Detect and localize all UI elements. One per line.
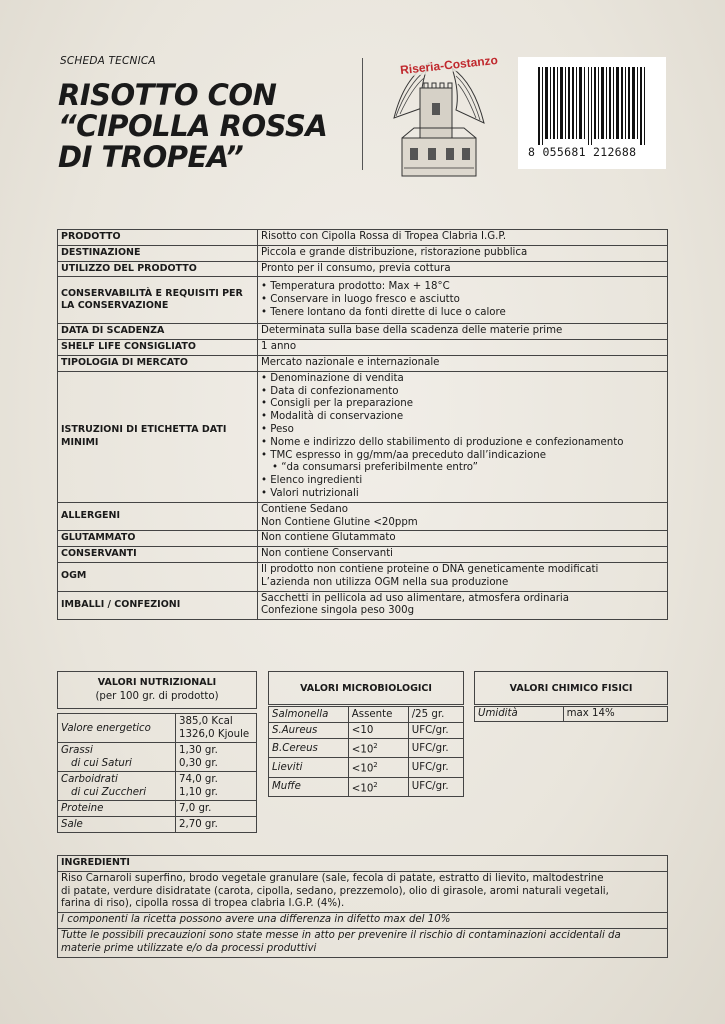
micro-unit: UFC/gr. (408, 777, 463, 796)
row-key: ALLERGENI (58, 502, 258, 531)
brand-name: Riseria-Costanzo (399, 52, 499, 78)
micro-name: Muffe (269, 777, 349, 796)
row-value: Pronto per il consumo, previa cottura (258, 261, 668, 277)
nutrient-value (176, 772, 257, 801)
row-key: SHELF LIFE CONSIGLIATO (58, 340, 258, 356)
micro-value: <10 (348, 723, 408, 739)
product-title (58, 80, 327, 173)
list-item: • Conservare in luogo fresco e asciutto (261, 294, 664, 307)
list-item: • Elenco ingredienti (261, 475, 664, 488)
micro-unit: UFC/gr. (408, 758, 463, 777)
table-row (58, 913, 668, 929)
table-row (269, 777, 464, 796)
value-line: Il prodotto non contiene proteine o DNA geneticamente modificati (261, 563, 599, 575)
value-base: <10 (351, 763, 374, 775)
list-item: • Data di confezionamento (261, 386, 664, 399)
table-row (58, 928, 668, 957)
value-line: 1326,0 Kjoule (179, 729, 250, 740)
table-row (58, 547, 668, 563)
micro-unit: /25 gr. (408, 707, 463, 723)
barcode-number: 8 055681 212688 (528, 145, 637, 159)
nutrition-header (58, 672, 257, 709)
value-line: 1,30 gr. (179, 745, 218, 756)
list-item-continuation: • “da consumarsi preferibilmente entro” (261, 462, 664, 475)
value-line: Non Contiene Glutine <20ppm (261, 516, 418, 528)
chem-header: VALORI CHIMICO FISICI (474, 671, 668, 705)
label-line: di cui Saturi (71, 758, 132, 769)
table-row (58, 245, 668, 261)
chem-name: Umidità (475, 707, 564, 722)
chem-table (474, 706, 668, 722)
table-row (58, 871, 668, 912)
chem-value: max 14% (563, 707, 667, 722)
row-key: DATA DI SCADENZA (58, 324, 258, 340)
nutrient-value: 2,70 gr. (176, 817, 257, 833)
table-row (475, 707, 668, 722)
spec-table (57, 229, 668, 620)
title-line: “CIPOLLA ROSSA (58, 109, 328, 143)
value-line: Contiene Sedano (261, 503, 348, 515)
list-item: • Nome e indirizzo dello stabilimento di produzione e confezionamento (261, 437, 664, 450)
row-key: CONSERVANTI (58, 547, 258, 563)
value-line: Confezione singola peso 300g (261, 605, 415, 617)
row-value: Determinata sulla base della scadenza delle materie prime (258, 324, 668, 340)
row-key: UTILIZZO DEL PRODOTTO (58, 261, 258, 277)
title-line: RISOTTO CON (58, 78, 277, 112)
table-row (58, 856, 668, 872)
table-row (58, 562, 668, 591)
nutrition-table (57, 671, 257, 833)
value-base: <10 (351, 744, 374, 756)
micro-unit: UFC/gr. (408, 723, 463, 739)
row-value (258, 591, 668, 620)
row-key: CONSERVABILITÀ E REQUISITI PER LA CONSERVAZIONE (58, 277, 258, 324)
list-item: • Peso (261, 424, 664, 437)
list-item: • Valori nutrizionali (261, 488, 664, 501)
list-item: • Consigli per la preparazione (261, 398, 664, 411)
row-key: ISTRUZIONI DI ETICHETTA DATI MINIMI (58, 371, 258, 502)
text-line: Tutte le possibili precauzioni sono state messe in atto per prevenire il rischio di contaminazioni accidentali da (61, 929, 621, 941)
value-line: 1,10 gr. (179, 787, 218, 798)
ingredients-note: I componenti la ricetta possono avere una differenza in difetto max del 10% (58, 913, 668, 929)
row-key: OGM (58, 562, 258, 591)
text-line: di patate, verdure disidratate (carota, cipolla, sedano, prezzemolo), olio di girasole, aromi naturali vegetali, (61, 885, 609, 897)
row-value: Risotto con Cipolla Rossa di Tropea Clabria I.G.P. (258, 230, 668, 246)
nutrient-value (176, 743, 257, 772)
value-line: 0,30 gr. (179, 758, 218, 769)
barcode-icon (518, 57, 666, 147)
table-row (58, 340, 668, 356)
value-line: 385,0 Kcal (179, 716, 233, 727)
ingredients-text (58, 871, 668, 912)
row-value (258, 371, 668, 502)
ingredients-title: INGREDIENTI (58, 856, 668, 872)
table-row (58, 324, 668, 340)
row-key: TIPOLOGIA DI MERCATO (58, 355, 258, 371)
value-line: L’azienda non utilizza OGM nella sua produzione (261, 576, 509, 588)
row-key: DESTINAZIONE (58, 245, 258, 261)
micro-value (348, 758, 408, 777)
row-value: Piccola e grande distribuzione, ristorazione pubblica (258, 245, 668, 261)
table-row (269, 739, 464, 758)
row-key: PRODOTTO (58, 230, 258, 246)
text-line: farina di riso), cipolla rossa di tropea clabria I.G.P. (4%). (61, 898, 345, 910)
micro-table (268, 706, 464, 797)
table-row (58, 531, 668, 547)
ingredients-table (57, 855, 668, 958)
value-exponent: 2 (373, 761, 378, 770)
table-row (269, 707, 464, 723)
label-line: Grassi (61, 745, 93, 756)
list-item: • Denominazione di vendita (261, 373, 664, 386)
list-item: • TMC espresso in gg/mm/aa preceduto dall’indicazione (261, 450, 664, 463)
micro-value (348, 777, 408, 796)
table-row (58, 502, 668, 531)
list-item: • Tenere lontano da fonti dirette di luce o calore (261, 307, 664, 320)
value-base: <10 (351, 783, 374, 795)
nutrient-label: Valore energetico (58, 714, 176, 743)
label-line: Carboidrati (61, 774, 118, 785)
label-line: di cui Zuccheri (71, 787, 147, 798)
table-row (58, 817, 257, 833)
table-row (58, 261, 668, 277)
value-line: Sacchetti in pellicola ad uso alimentare, atmosfera ordinaria (261, 592, 569, 604)
title-line: DI TROPEA” (58, 140, 244, 174)
micro-name: S.Aureus (269, 723, 349, 739)
micro-name: Lieviti (269, 758, 349, 777)
nutrition-subtitle: (per 100 gr. di prodotto) (95, 691, 219, 702)
table-row (58, 371, 668, 502)
table-row (58, 714, 257, 743)
micro-name: B.Cereus (269, 739, 349, 758)
micro-unit: UFC/gr. (408, 739, 463, 758)
table-row (269, 758, 464, 777)
value-exponent: 2 (373, 742, 378, 750)
table-row (58, 277, 668, 324)
text-line: Riso Carnaroli superfino, brodo vegetale granulare (sale, fecola di patate, estratto di lievito, maltodestrine (61, 872, 604, 884)
micro-name: Salmonella (269, 707, 349, 723)
nutrient-label (58, 743, 176, 772)
value-line: 74,0 gr. (179, 774, 218, 785)
row-value (258, 277, 668, 324)
nutrient-label: Sale (58, 817, 176, 833)
value-exponent: 2 (373, 780, 378, 789)
nutrient-value (176, 714, 257, 743)
row-value: Non contiene Glutammato (258, 531, 668, 547)
row-value: Non contiene Conservanti (258, 547, 668, 563)
text-line: materie prime utilizzate e/o da processi produttivi (61, 942, 317, 954)
ingredients-note (58, 928, 668, 957)
row-value (258, 502, 668, 531)
row-value: 1 anno (258, 340, 668, 356)
list-item: • Modalità di conservazione (261, 411, 664, 424)
micro-value: Assente (348, 707, 408, 723)
list-item: • Temperatura prodotto: Max + 18°C (261, 281, 664, 294)
barcode (518, 57, 666, 169)
micro-value (348, 739, 408, 758)
table-row (269, 723, 464, 739)
row-key: GLUTAMMATO (58, 531, 258, 547)
nutrition-title: VALORI NUTRIZIONALI (97, 677, 217, 688)
row-key: IMBALLI / CONFEZIONI (58, 591, 258, 620)
table-row (58, 230, 668, 246)
header-divider (362, 58, 363, 170)
table-row (58, 591, 668, 620)
nutrient-label: Proteine (58, 801, 176, 817)
table-row (58, 355, 668, 371)
row-value: Mercato nazionale e internazionale (258, 355, 668, 371)
doc-subtitle: SCHEDA TECNICA (60, 55, 156, 67)
nutrient-label (58, 772, 176, 801)
table-row (58, 772, 257, 801)
table-row (58, 743, 257, 772)
row-value (258, 562, 668, 591)
micro-header: VALORI MICROBIOLOGICI (268, 671, 464, 705)
nutrient-value: 7,0 gr. (176, 801, 257, 817)
brand-logo (384, 48, 499, 188)
table-row (58, 801, 257, 817)
